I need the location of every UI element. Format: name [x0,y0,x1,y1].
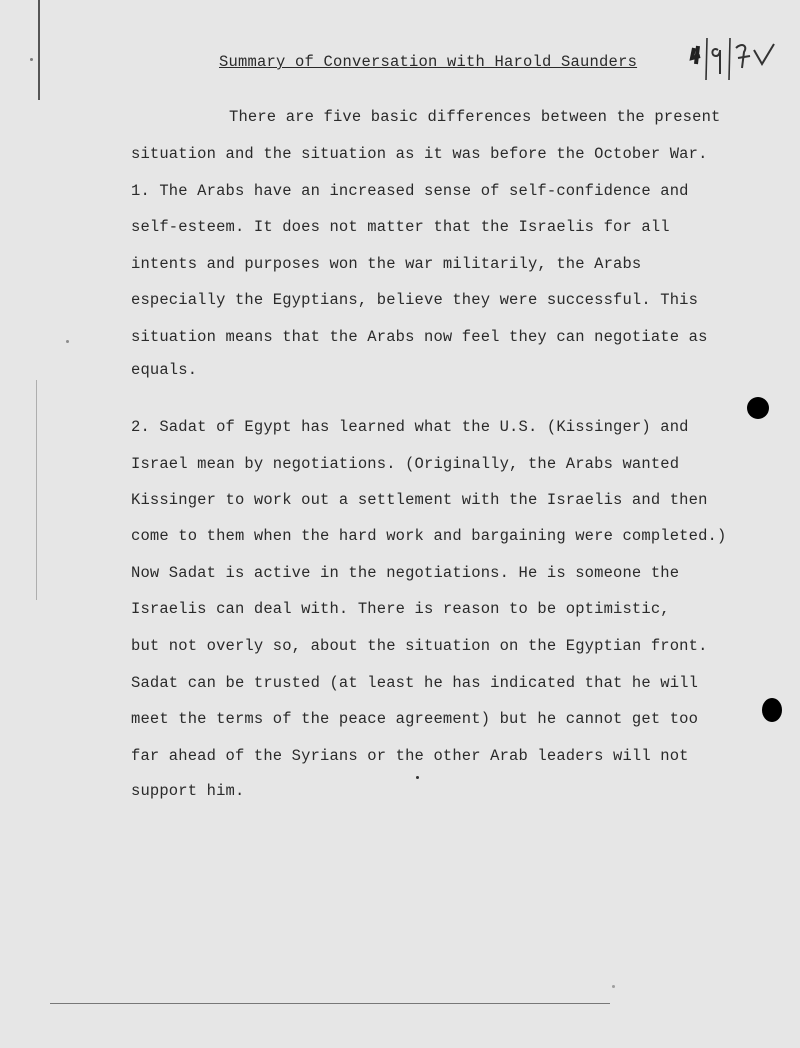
text-line: 1. The Arabs have an increased sense of self-confidence and [131,182,689,200]
text-line: intents and purposes won the war militarily, the Arabs [131,255,642,273]
handwritten-date [688,34,783,84]
text-line: far ahead of the Syrians or the other Arab leaders will not [131,747,689,765]
bottom-rule [50,1003,610,1004]
text-line: situation and the situation as it was before the October War. [131,145,708,163]
text-line: Kissinger to work out a settlement with the Israelis and then [131,491,708,509]
text-line: support him. [131,782,245,800]
scan-speck [612,985,615,988]
text-line: especially the Egyptians, believe they were successful. This [131,291,699,309]
scan-speck [30,58,33,61]
text-line: situation means that the Arabs now feel they can negotiate as [131,328,708,346]
handwritten-date-icon [688,34,783,84]
punch-hole [747,397,769,419]
text-line: There are five basic differences between the present [229,108,721,126]
text-line: 2. Sadat of Egypt has learned what the U.S. (Kissinger) and [131,418,689,436]
text-line: Sadat can be trusted (at least he has indicated that he will [131,674,699,692]
text-line: but not overly so, about the situation on the Egyptian front. [131,637,708,655]
text-line: equals. [131,361,198,379]
text-line: self-esteem. It does not matter that the Israelis for all [131,218,670,236]
text-line: come to them when the hard work and bargaining were completed.) [131,527,727,545]
text-line: Israelis can deal with. There is reason to be optimistic, [131,600,670,618]
scan-speck [66,340,69,343]
document-title: Summary of Conversation with Harold Saunders [219,53,638,71]
text-line: Now Sadat is active in the negotiations. He is someone the [131,564,680,582]
text-line: Israel mean by negotiations. (Originally, the Arabs wanted [131,455,680,473]
text-line: meet the terms of the peace agreement) but he cannot get too [131,710,699,728]
scan-speck [416,776,419,779]
page-edge-mark-lower [36,380,37,600]
punch-hole [762,698,782,722]
page-edge-mark [38,0,40,100]
